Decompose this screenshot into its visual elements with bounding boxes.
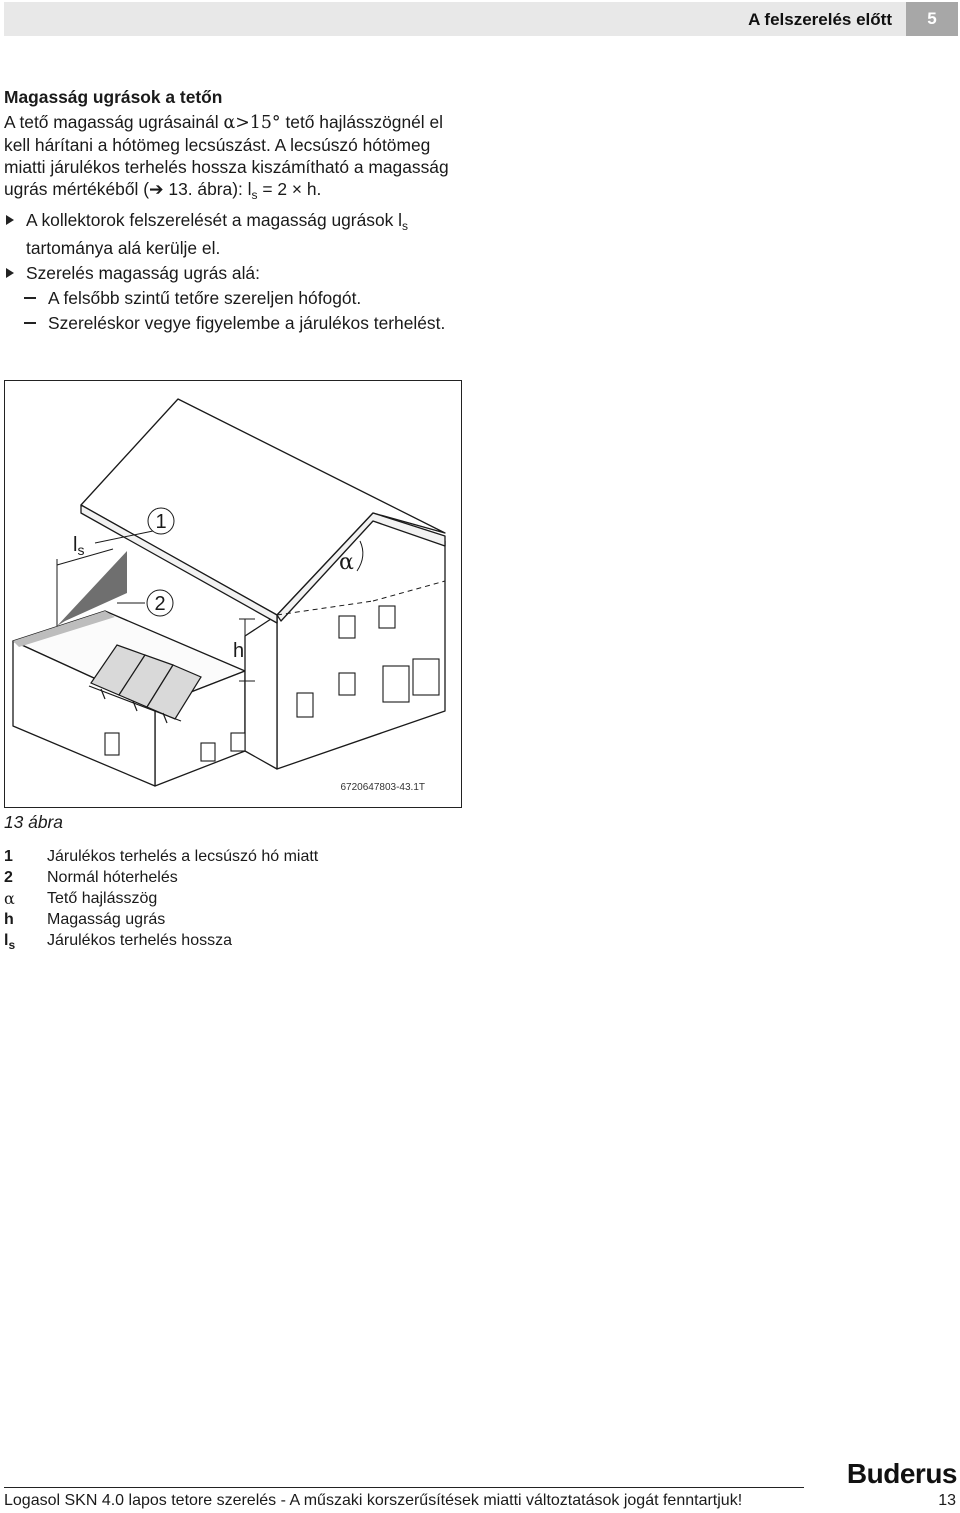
label-2: 2 [154,593,166,615]
bullet-text-end: tartománya alá kerülje el. [26,238,221,258]
footer-text: Logasol SKN 4.0 lapos tetore szerelés - A műszaki korszerűsítések miatti változtatások jogát fenntartjuk! [4,1492,743,1509]
dash-item [4,312,456,334]
label-h: h [233,640,245,662]
intro-mid: tető hajlásszögnél el kell hárítani a hótömeg lecsúszást. A lecsúszó hótömeg miatti járulékos terhelés hossza kiszámítható a magasság ugrás mértékéből ( [4,112,449,199]
legend-text: Járulékos terhelés hossza [47,932,232,949]
buderus-logo: Buderus [846,1458,957,1489]
dash-text: Szereléskor vegye figyelembe a járulékos terhelést. [48,313,446,333]
legend-key: h [4,911,14,928]
legend-text: Magasság ugrás [47,911,166,928]
figure-caption: 13 ábra [4,812,63,832]
legend-text: Normál hóterhelés [47,869,178,886]
figure-id: 6720647803-43.1T [340,782,425,793]
intro-end: = 2 × h. [257,179,322,199]
chapter-number: 5 [906,2,958,36]
section-content [4,86,456,334]
legend-text: Járulékos terhelés a lecsúszó hó miatt [47,848,319,865]
label-alpha: α [339,550,354,575]
triangle-bullet-icon [6,268,14,278]
dash-bullet-icon [24,322,36,324]
intro-prefix: A tető magasság ugrásainál [4,112,224,132]
legend-key: $l_s$ [4,932,16,952]
alpha-condition: α>15° [223,113,281,133]
label-ls: $l_s$ [73,534,85,558]
chapter-title: A felszerelés előtt [748,10,892,29]
legend-key: 1 [4,848,13,865]
legend-key: α [4,889,15,908]
dash-bullet-icon [24,297,36,299]
intro-subscript: s [251,188,258,202]
figure-13 [4,380,462,808]
legend-text: Tető hajlásszög [47,890,158,907]
bullet-subscript: s [402,219,409,233]
figure-reference-link[interactable]: 13. ábra): l [163,179,252,199]
dash-text: A felsőbb szintű tetőre szereljen hófogót. [48,288,362,308]
bullet-text: A kollektorok felszerelését a magasság ugrások l [26,210,403,230]
label-1: 1 [155,511,167,533]
house-illustration [5,381,461,807]
triangle-bullet-icon [6,215,14,225]
bullet-item [4,262,456,284]
legend-key: 2 [4,869,13,886]
footer-divider [4,1487,804,1488]
page-number: 13 [938,1492,956,1509]
page-header [4,2,958,36]
bullet-item [4,209,456,259]
dash-item [4,287,456,309]
main-wall-side [245,615,277,769]
section-title: Magasság ugrások a tetőn [4,87,223,107]
arrow-icon: ➔ [148,179,164,199]
bullet-text: Szerelés magasság ugrás alá: [26,263,260,283]
intro-paragraph [4,111,456,206]
